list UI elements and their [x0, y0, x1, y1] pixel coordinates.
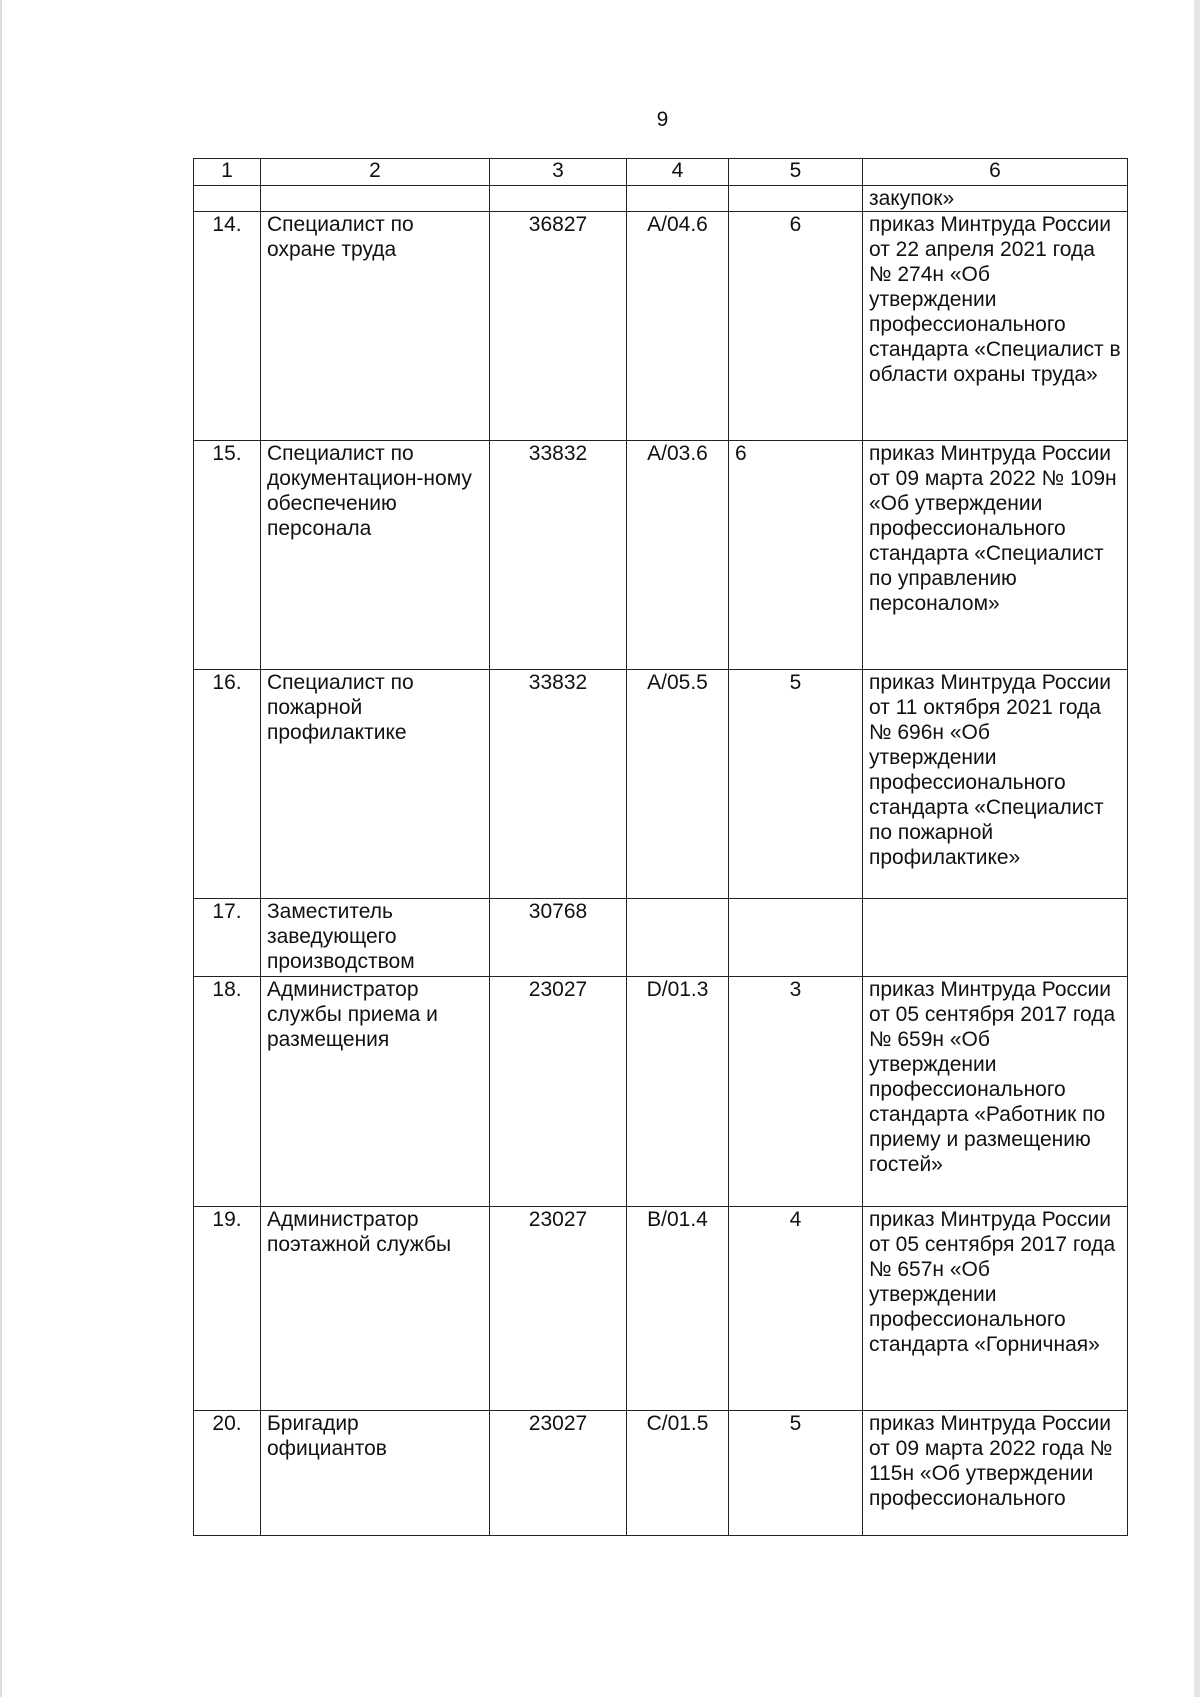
table-row: [194, 1207, 1128, 1411]
row-number: 18.: [194, 977, 261, 1207]
qualification-level: 5: [729, 670, 863, 899]
labor-function-code: C/01.5: [627, 1411, 729, 1536]
page-number: 9: [656, 108, 669, 131]
standard-reference: приказ Минтруда России от 22 апреля 2021 года № 274н «Об утверждении профессионального стандарта «Специалист в области охраны труда»: [863, 212, 1128, 441]
scan-edge-right: [1194, 0, 1200, 1697]
scan-edge-left: [0, 0, 2, 1697]
header-cell: 5: [729, 159, 863, 186]
labor-function-code: D/01.3: [627, 977, 729, 1207]
qualification-level: 6: [729, 212, 863, 441]
profession-name: Администратор службы приема и размещения: [261, 977, 490, 1207]
labor-function-code: B/01.4: [627, 1207, 729, 1411]
header-cell: 6: [863, 159, 1128, 186]
profession-code: 33832: [490, 441, 627, 670]
table-row: [194, 441, 1128, 670]
table-row: [194, 212, 1128, 441]
profession-code: 33832: [490, 670, 627, 899]
qualification-level: 4: [729, 1207, 863, 1411]
table-row: [194, 977, 1128, 1207]
profession-code: 30768: [490, 899, 627, 977]
standard-reference: приказ Минтруда России от 11 октября 2021 года № 696н «Об утверждении профессионального стандарта «Специалист по пожарной профилактике»: [863, 670, 1128, 899]
standard-reference: приказ Минтруда России от 05 сентября 2017 года № 657н «Об утверждении профессионального стандарта «Горничная»: [863, 1207, 1128, 1411]
row-number: 20.: [194, 1411, 261, 1536]
profession-name: Специалист по охране труда: [261, 212, 490, 441]
labor-function-code: A/05.5: [627, 670, 729, 899]
labor-function-code: A/03.6: [627, 441, 729, 670]
qualification-level: 5: [729, 1411, 863, 1536]
profession-name: Администратор поэтажной службы: [261, 1207, 490, 1411]
standard-reference: [863, 899, 1128, 977]
qualification-level: 6: [729, 441, 863, 670]
row-number: 15.: [194, 441, 261, 670]
header-cell: 2: [261, 159, 490, 186]
standard-reference: приказ Минтруда России от 05 сентября 2017 года № 659н «Об утверждении профессионального стандарта «Работник по приему и размещению гостей»: [863, 977, 1128, 1207]
profession-name: Специалист по пожарной профилактике: [261, 670, 490, 899]
header-cell: 1: [194, 159, 261, 186]
standard-reference: приказ Минтруда России от 09 марта 2022 № 109н «Об утверждении профессионального стандарта «Специалист по управлению персоналом»: [863, 441, 1128, 670]
header-cell: 4: [627, 159, 729, 186]
row-number: 17.: [194, 899, 261, 977]
table-row: [194, 670, 1128, 899]
standard-reference: приказ Минтруда России от 09 марта 2022 года № 115н «Об утверждении профессионального: [863, 1411, 1128, 1536]
labor-function-code: A/04.6: [627, 212, 729, 441]
qualification-level: 3: [729, 977, 863, 1207]
row-number: 14.: [194, 212, 261, 441]
table-row: [194, 1411, 1128, 1536]
qualification-level: [729, 899, 863, 977]
row-number: 16.: [194, 670, 261, 899]
profession-name: Специалист по документацион-ному обеспечению персонала: [261, 441, 490, 670]
profession-code: 23027: [490, 1411, 627, 1536]
profession-code: 23027: [490, 977, 627, 1207]
professions-table: [193, 158, 1128, 1536]
table-header-row: [194, 159, 1128, 186]
profession-code: 23027: [490, 1207, 627, 1411]
profession-name: Заместитель заведующего производством: [261, 899, 490, 977]
profession-name: Бригадир официантов: [261, 1411, 490, 1536]
table-row: [194, 899, 1128, 977]
row-number: 19.: [194, 1207, 261, 1411]
continuation-text: закупок»: [863, 186, 1128, 212]
labor-function-code: [627, 899, 729, 977]
header-cell: 3: [490, 159, 627, 186]
profession-code: 36827: [490, 212, 627, 441]
continuation-row: [194, 186, 1128, 212]
